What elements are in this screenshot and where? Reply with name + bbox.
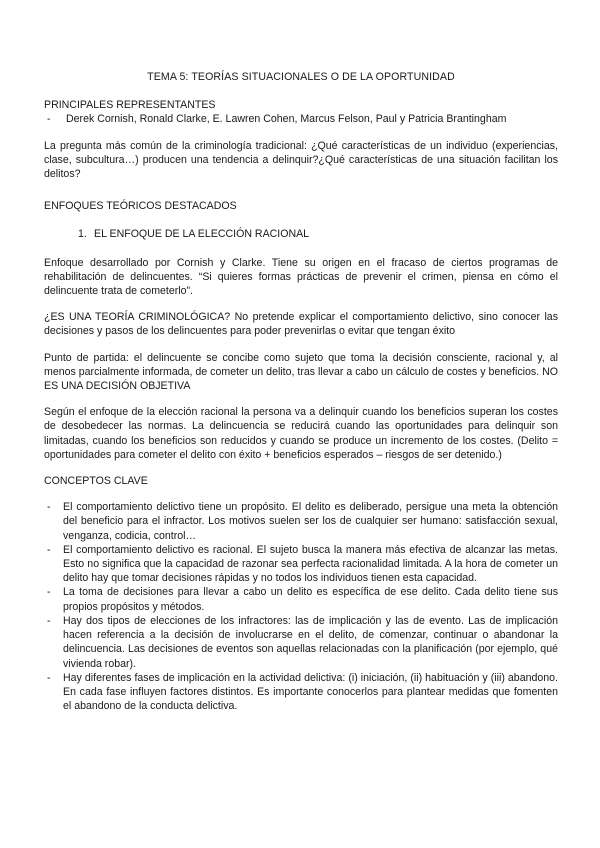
list-item [44, 500, 558, 543]
concept-text: Hay dos tipos de elecciones de los infractores: las de implicación y las de evento. Las de implicación hacen referencia a la decisión de involucrarse en el delito, de comenzar, continuar o abandonar la delincuencia. Las decisiones de eventos son aquellas relacionadas con la planificación (por ejemplo, qué vivienda robar). [63, 614, 558, 670]
list-item [44, 671, 558, 714]
list-dash: - [47, 614, 51, 627]
paragraph-starting-point: Punto de partida: el delincuente se concibe como sujeto que toma la decisión consciente, racional y, al menos parcialmente informada, de cometer un delito, tras llevar a cabo un cálculo de costes y beneficios. NO ES UNA DECISIÓN OBJETIVA [44, 351, 558, 393]
approach-title: EL ENFOQUE DE LA ELECCIÓN RACIONAL [94, 228, 310, 241]
paragraph-is-theory: ¿ES UNA TEORÍA CRIMINOLÓGICA? No pretende explicar el comportamiento delictivo, sino conocer las decisiones y pasos de los delincuentes para poder prevenirlas o evitar que tengan éxito [44, 311, 558, 338]
concept-text: El comportamiento delictivo es racional. El sujeto busca la manera más efectiva de alcanzar las metas. Esto no significa que la capacidad de razonar sea perfecta racionalidad limitada. A la hora de cometer un delito hay que tomar decisiones rápidas y no todos los individuos tienen esta capacidad. [63, 543, 558, 585]
list-item [44, 585, 558, 613]
document-title: TEMA 5: TEORÍAS SITUACIONALES O DE LA OPORTUNIDAD [147, 71, 455, 83]
approach-number: 1. [78, 228, 87, 241]
approaches-heading: ENFOQUES TEÓRICOS DESTACADOS [44, 200, 237, 213]
list-item [44, 614, 558, 671]
concept-text: La toma de decisiones para llevar a cabo un delito es específica de ese delito. Cada delito tiene sus propios propósitos y métodos. [63, 586, 558, 613]
document-page [44, 70, 558, 713]
concept-text: Hay diferentes fases de implicación en la actividad delictiva: (i) iniciación, (ii) habituación y (iii) abandono. En cada fase influyen factores distintos. Es importante conocerlos para plantear medidas que fomenten el abandono de la conducta delictiva. [63, 671, 558, 713]
concepts-list [44, 500, 558, 713]
list-item [44, 543, 558, 586]
representatives-heading: PRINCIPALES REPRESENTANTES [44, 99, 216, 112]
list-dash: - [47, 543, 51, 556]
list-dash: - [47, 671, 51, 684]
paragraph-origin: Enfoque desarrollado por Cornish y Clarke. Tiene su origen en el fracaso de ciertos programas de rehabilitación de delincuentes. “Si quieres formas prácticas de prevenir el crimen, piensa en cómo el delincuente trata de cometerlo”. [44, 256, 558, 298]
concepts-heading: CONCEPTOS CLAVE [44, 475, 148, 488]
representatives-names: Derek Cornish, Ronald Clarke, E. Lawren Cohen, Marcus Felson, Paul y Patricia Brantingham [66, 113, 507, 126]
intro-paragraph: La pregunta más común de la criminología tradicional: ¿Qué características de un individuo (experiencias, clase, subcultura…) producen una tendencia a delinquir?¿Qué características de una situación facilitan los delitos? [44, 139, 558, 181]
list-dash: - [47, 113, 51, 126]
concept-text: El comportamiento delictivo tiene un propósito. El delito es deliberado, persigue una meta la obtención del beneficio para el infractor. Los motivos suelen ser los de cualquier ser humano: satisfacción sexual, venganza, codicia, control… [63, 501, 558, 542]
list-dash: - [47, 501, 51, 514]
list-dash: - [47, 586, 51, 599]
representatives-list-item [44, 112, 558, 126]
approach-item [44, 227, 558, 241]
paragraph-rational-choice: Según el enfoque de la elección racional la persona va a delinquir cuando los beneficios superan los costes de desobedecer las normas. La delincuencia se reducirá cuando las oportunidades para delinquir son limitadas, cuando los beneficios son reducidos y cuando se produce un incremento de los costes. (Delito = oportunidades para cometer el delito con éxito + beneficios esperados – riesgos de ser detenido.) [44, 406, 558, 461]
